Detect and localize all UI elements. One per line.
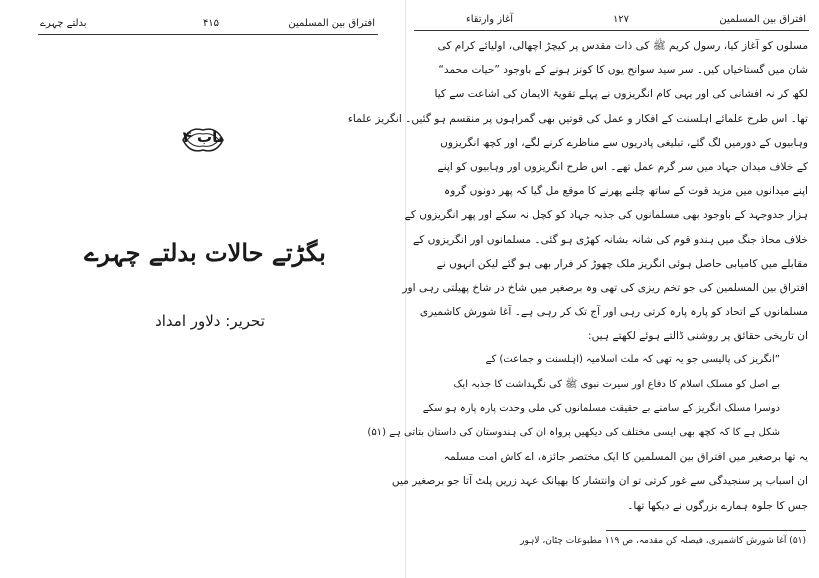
text-line: ان اسباب پر سنجیدگی سے غور کرتی تو ان وانتشار کا بھیانک عہد زریں پلٹ آتا جو برصغیر میں bbox=[391, 475, 808, 488]
right-header-book-title: افتراق بین المسلمین bbox=[719, 14, 806, 25]
right-header-rule bbox=[414, 30, 809, 31]
left-header-book-title: افتراق بین المسلمین bbox=[288, 18, 375, 29]
text-line: ہزار جدوجہد کے باوجود بھی مسلمانوں کی جذبہ جہاد کو کچل نہ سکے اور پھر انگریزوں کے bbox=[404, 209, 808, 222]
chapter-author: تحریر: دلاور امداد bbox=[155, 312, 265, 330]
text-line: خلاف محاذ جنگ میں ہندو قوم کی شانہ بشانہ کھڑی ہو گئی۔ مسلمانوں اور انگریزوں کے bbox=[413, 233, 808, 246]
quote-line: ”انگریز کی پالیسی جو یہ تھی کہ ملت اسلامیہ (اہلسنت و جماعت) کے bbox=[485, 354, 780, 366]
quote-line: بے اصل کو مسلک اسلام کا دفاع اور سیرت نبوی ﷺ کی نگہداشت کا جذبہ ایک bbox=[453, 378, 780, 390]
chapter-number: باب ۴ bbox=[182, 128, 224, 146]
left-page-number: ۴۱۵ bbox=[202, 18, 220, 29]
right-page-number: ۱۲۷ bbox=[612, 14, 630, 25]
text-line: اپنے میدانوں میں مزید قوت کے ساتھ چلنے پھرنے کا موقع مل گیا کہ پھر دونوں گروہ bbox=[444, 185, 808, 198]
text-line: مقابلے میں کامیابی حاصل ہوئی انگریز ملک چھوڑ کر فرار بھی ہو گئے لیکن انہوں نے bbox=[436, 257, 808, 270]
right-page bbox=[347, 0, 819, 578]
right-header-section-title: آغاز وارتقاء bbox=[466, 14, 514, 25]
text-line: لکھ کر نہ افشانی کی اور یہی کام انگریزوں نے پہلے تقویۃ الایمان کی اشاعت سے کیا bbox=[434, 88, 808, 101]
footnote-rule bbox=[606, 530, 806, 531]
left-header-rule bbox=[38, 34, 378, 35]
left-header-section-title: بدلتے چہرے bbox=[40, 18, 87, 29]
text-line: یہ تھا برصغیر میں افتراق بین المسلمین کا ایک مختصر جائزہ، اے کاش امت مسلمہ bbox=[443, 451, 808, 464]
text-line: تھا۔ اس طرح علمائے اہلسنت کے افکار و عمل کی قوتیں بھی گمراہوں پر منقسم ہو گئیں۔ انگریز علماء bbox=[347, 112, 808, 125]
text-line: کے خلاف میدان جہاد میں سر گرم عمل تھے۔ اس طرح انگریزوں اور وہابیوں کو اپنے bbox=[437, 160, 808, 173]
left-page bbox=[0, 0, 406, 578]
text-line: وہابیوں کے دورمیں لگ گئے، تبلیغی پادریوں سے مناظرے کرنے لگے، اور کچھ انگریزوں bbox=[440, 136, 808, 149]
text-line: مسلمانوں کے اتحاد کو پارہ پارہ کرتی رہی اور آج تک کر رہی ہے۔ آغا شورش کاشمیری bbox=[419, 306, 808, 319]
text-line: شان میں گستاخیاں کیں۔ سر سید سوانح یوں کا کونز ہونے کے باوجود ”حیات محمد“ bbox=[438, 64, 808, 77]
text-line: افتراق بین المسلمین کی جو تخم ریزی کی تھی وہ برصغیر میں شاخ در شاخ پھیلتی رہی اور bbox=[402, 281, 808, 294]
quote-line: شکل ہے کا کہ کچھ بھی ایسی مختلف کی دیکھیں پرواہ ان کی ہندوستان کی داستان بتاتی ہے (۵۱) bbox=[367, 427, 780, 438]
chapter-title: بگڑتے حالات بدلتے چہرے bbox=[84, 238, 326, 267]
body-text bbox=[347, 34, 808, 518]
quote-line: دوسرا مسلک انگریز کے سامنے بے حقیقت مسلمانوں کی ملی وحدت پارہ پارہ ہو سکے bbox=[422, 402, 780, 414]
text-line: جس کا جلوہ ہمارے بزرگوں نے دیکھا تھا۔ bbox=[627, 499, 808, 512]
text-line: ان تاریخی حقائق پر روشنی ڈالتے ہوئے لکھتے ہیں: bbox=[588, 330, 808, 343]
text-line: مسلوں کو آغاز کیا، رسول کریم ﷺ کی ذات مقدس پر کیچڑ اچھالی، اولیائے کرام کی bbox=[437, 40, 808, 52]
footnote: (۵۱) آغا شورش کاشمیری، فیصلہ کن مقدمہ، ص ۱۱۹ مطبوعات چٹان، لاہور bbox=[520, 536, 806, 546]
